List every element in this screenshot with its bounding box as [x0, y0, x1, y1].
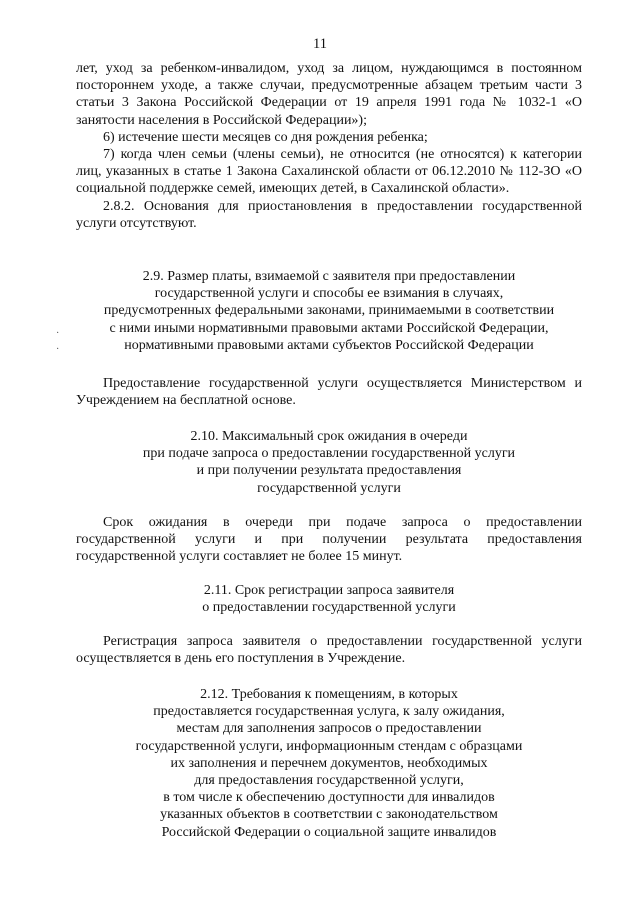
- paragraph-fee: [76, 375, 582, 409]
- heading-line: их заполнения и перечнем документов, необходимых: [170, 755, 488, 771]
- heading-line: предусмотренных федеральными законами, принимаемыми в соответствии: [103, 303, 555, 319]
- heading-line: и при получении результата предоставления: [196, 463, 462, 479]
- heading-line: государственной услуги, информационным стендам с образцами: [135, 738, 523, 754]
- heading-line: 2.12. Требования к помещениям, в которых: [200, 687, 458, 702]
- heading-line: нормативными правовыми актами субъектов Российской Федерации: [124, 337, 534, 353]
- heading-line: при подаче запроса о предоставлении государственной услуги: [142, 446, 516, 462]
- paragraph-waiting-time: [76, 514, 582, 566]
- paragraph-group-top: [76, 60, 582, 232]
- heading-line: государственной услуги: [257, 480, 401, 496]
- heading-line: 2.10. Максимальный срок ожидания в очереди: [190, 429, 468, 444]
- paragraph-text: Регистрация запроса заявителя о предоставлении государственной услуги осуществляется в день его поступления в Учреждение.: [76, 634, 582, 667]
- heading-2-11: [76, 582, 582, 616]
- paragraph-item-6: 6) истечение шести месяцев со дня рождения ребенка;: [103, 129, 428, 145]
- scan-speck: ·: [56, 328, 60, 339]
- heading-line: Российской Федерации о социальной защите инвалидов: [161, 824, 497, 840]
- paragraph-registration: [76, 633, 582, 667]
- heading-2-12: [76, 686, 582, 841]
- heading-line: о предоставлении государственной услуги: [202, 600, 456, 616]
- heading-line: местам для заполнения запросов о предоставлении: [176, 721, 482, 737]
- paragraph-2-8-2: 2.8.2. Основания для приостановления в предоставлении государственной услуги отсутствуют.: [76, 198, 582, 231]
- heading-line: 2.11. Срок регистрации запроса заявителя: [203, 583, 455, 598]
- heading-line: указанных объектов в соответствии с законодательством: [160, 807, 498, 823]
- scan-speck: ·: [56, 344, 60, 355]
- paragraph-item-7: 7) когда член семьи (члены семьи), не относится (не относятся) к категории лиц, указанных в статье 1 Закона Сахалинской области от 06.12.2010 № 112-ЗО «О социальной поддержке семей, имеющих детей, в Сахалинской области».: [76, 147, 582, 197]
- heading-line: 2.9. Размер платы, взимаемой с заявителя при предоставлении: [142, 269, 516, 284]
- heading-2-10: [76, 428, 582, 497]
- heading-line: государственной услуги и способы ее взимания в случаях,: [154, 286, 504, 302]
- heading-2-9: [76, 268, 582, 354]
- page-number: 11: [313, 36, 327, 52]
- heading-line: с ними иными нормативными правовыми актами Российской Федерации,: [109, 320, 549, 336]
- heading-line: предоставляется государственная услуга, к залу ожидания,: [153, 704, 505, 720]
- paragraph-text: Срок ожидания в очереди при подаче запроса о предоставлении государственной услуги и при получении результата предоставления государственной услуги составляет не более 15 минут.: [76, 515, 582, 565]
- heading-line: в том числе к обеспечению доступности для инвалидов: [163, 790, 495, 806]
- paragraph-continuation: лет, уход за ребенком-инвалидом, уход за лицом, нуждающимся в постоянном постороннем уходе, а также случаи, предусмотренные абзацем третьим части 3 статьи 3 Закона Российской Федерации от 19 апреля 1991 года № 1032-1 «О занятости населения в Российской Федерации»);: [76, 61, 582, 128]
- paragraph-text: Предоставление государственной услуги осуществляется Министерством и Учреждением на бесплатной основе.: [76, 376, 582, 409]
- heading-line: для предоставления государственной услуги,: [194, 773, 464, 789]
